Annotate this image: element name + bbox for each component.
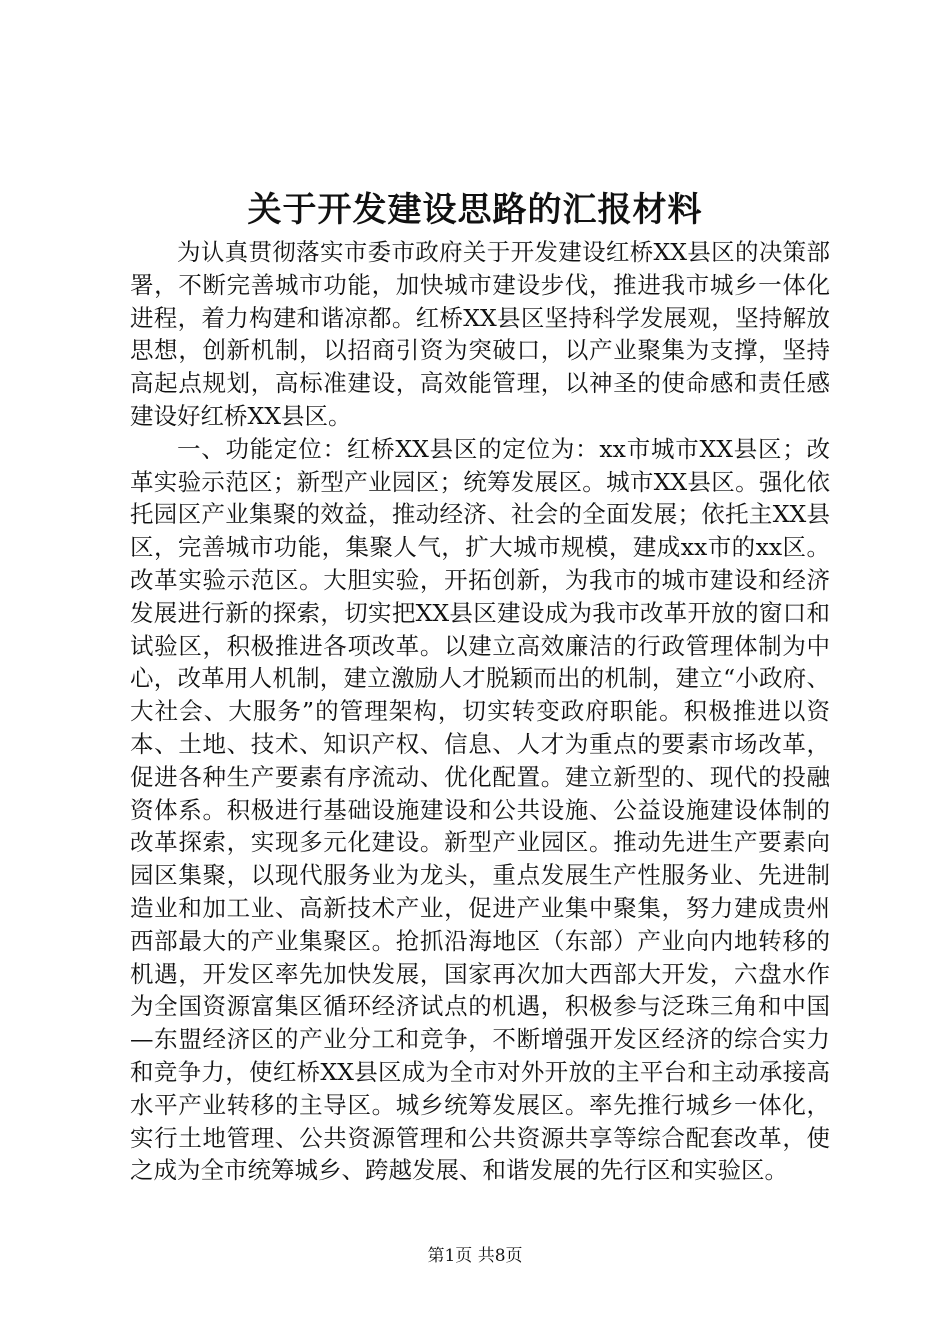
paragraph-function-positioning: 一、功能定位：红桥XX县区的定位为：xx市城市XX县区；改革实验示范区；新型产业园区；统筹发展区。城市XX县区。强化依托园区产业集聚的效益，推动经济、社会的全面发展；依托主XX县区，完善城市功能，集聚人气，扩大城市规模，建成xx市的xx区。改革实验示范区。大胆实验，开拓创新，为我市的城市建设和经济发展进行新的探索，切实把XX县区建设成为我市改革开放的窗口和试验区，积极推进各项改革。以建立高效廉洁的行政管理体制为中心，改革用人机制，建立激励人才脱颖而出的机制，建立“小政府、大社会、大服务”的管理架构，切实转变政府职能。积极推进以资本、土地、技术、知识产权、信息、人才为重点的要素市场改革，促进各种生产要素有序流动、优化配置。建立新型的、现代的投融资体系。积极进行基础设施建设和公共设施、公益设施建设体制的改革探索，实现多元化建设。新型产业园区。推动先进生产要素向园区集聚，以现代服务业为龙头，重点发展生产性服务业、先进制造业和加工业、高新技术产业，促进产业集中聚集，努力建成贵州西部最大的产业集聚区。抢抓沿海地区（东部）产业向内地转移的机遇，开发区率先加快发展，国家再次加大西部大开发，六盘水作为全国资源富集区循环经济试点的机遇，积极参与泛珠三角和中国—东盟经济区的产业分工和竞争，不断增强开发区经济的综合实力和竞争力，使红桥XX县区成为全市对外开放的主平台和主动承接高水平产业转移的主导区。城乡统筹发展区。率先推行城乡一体化，实行土地管理、公共资源管理和公共资源共享等综合配套改革，使之成为全市统筹城乡、跨越发展、和谐发展的先行区和实验区。 (130, 434, 830, 1185)
paragraph-intro: 为认真贯彻落实市委市政府关于开发建设红桥XX县区的决策部署，不断完善城市功能，加快城市建设步伐，推进我市城乡一体化进程，着力构建和谐凉都。红桥XX县区坚持科学发展观，坚持解放思想，创新机制，以招商引资为突破口，以产业聚集为支撑，坚持高起点规划，高标准建设，高效能管理，以神圣的使命感和责任感建设好红桥XX县区。 (130, 238, 830, 430)
page-footer: 第1页 共8页 (427, 1246, 523, 1266)
document-title: 关于开发建设思路的汇报材料 (247, 190, 703, 230)
document-body (130, 236, 830, 1187)
